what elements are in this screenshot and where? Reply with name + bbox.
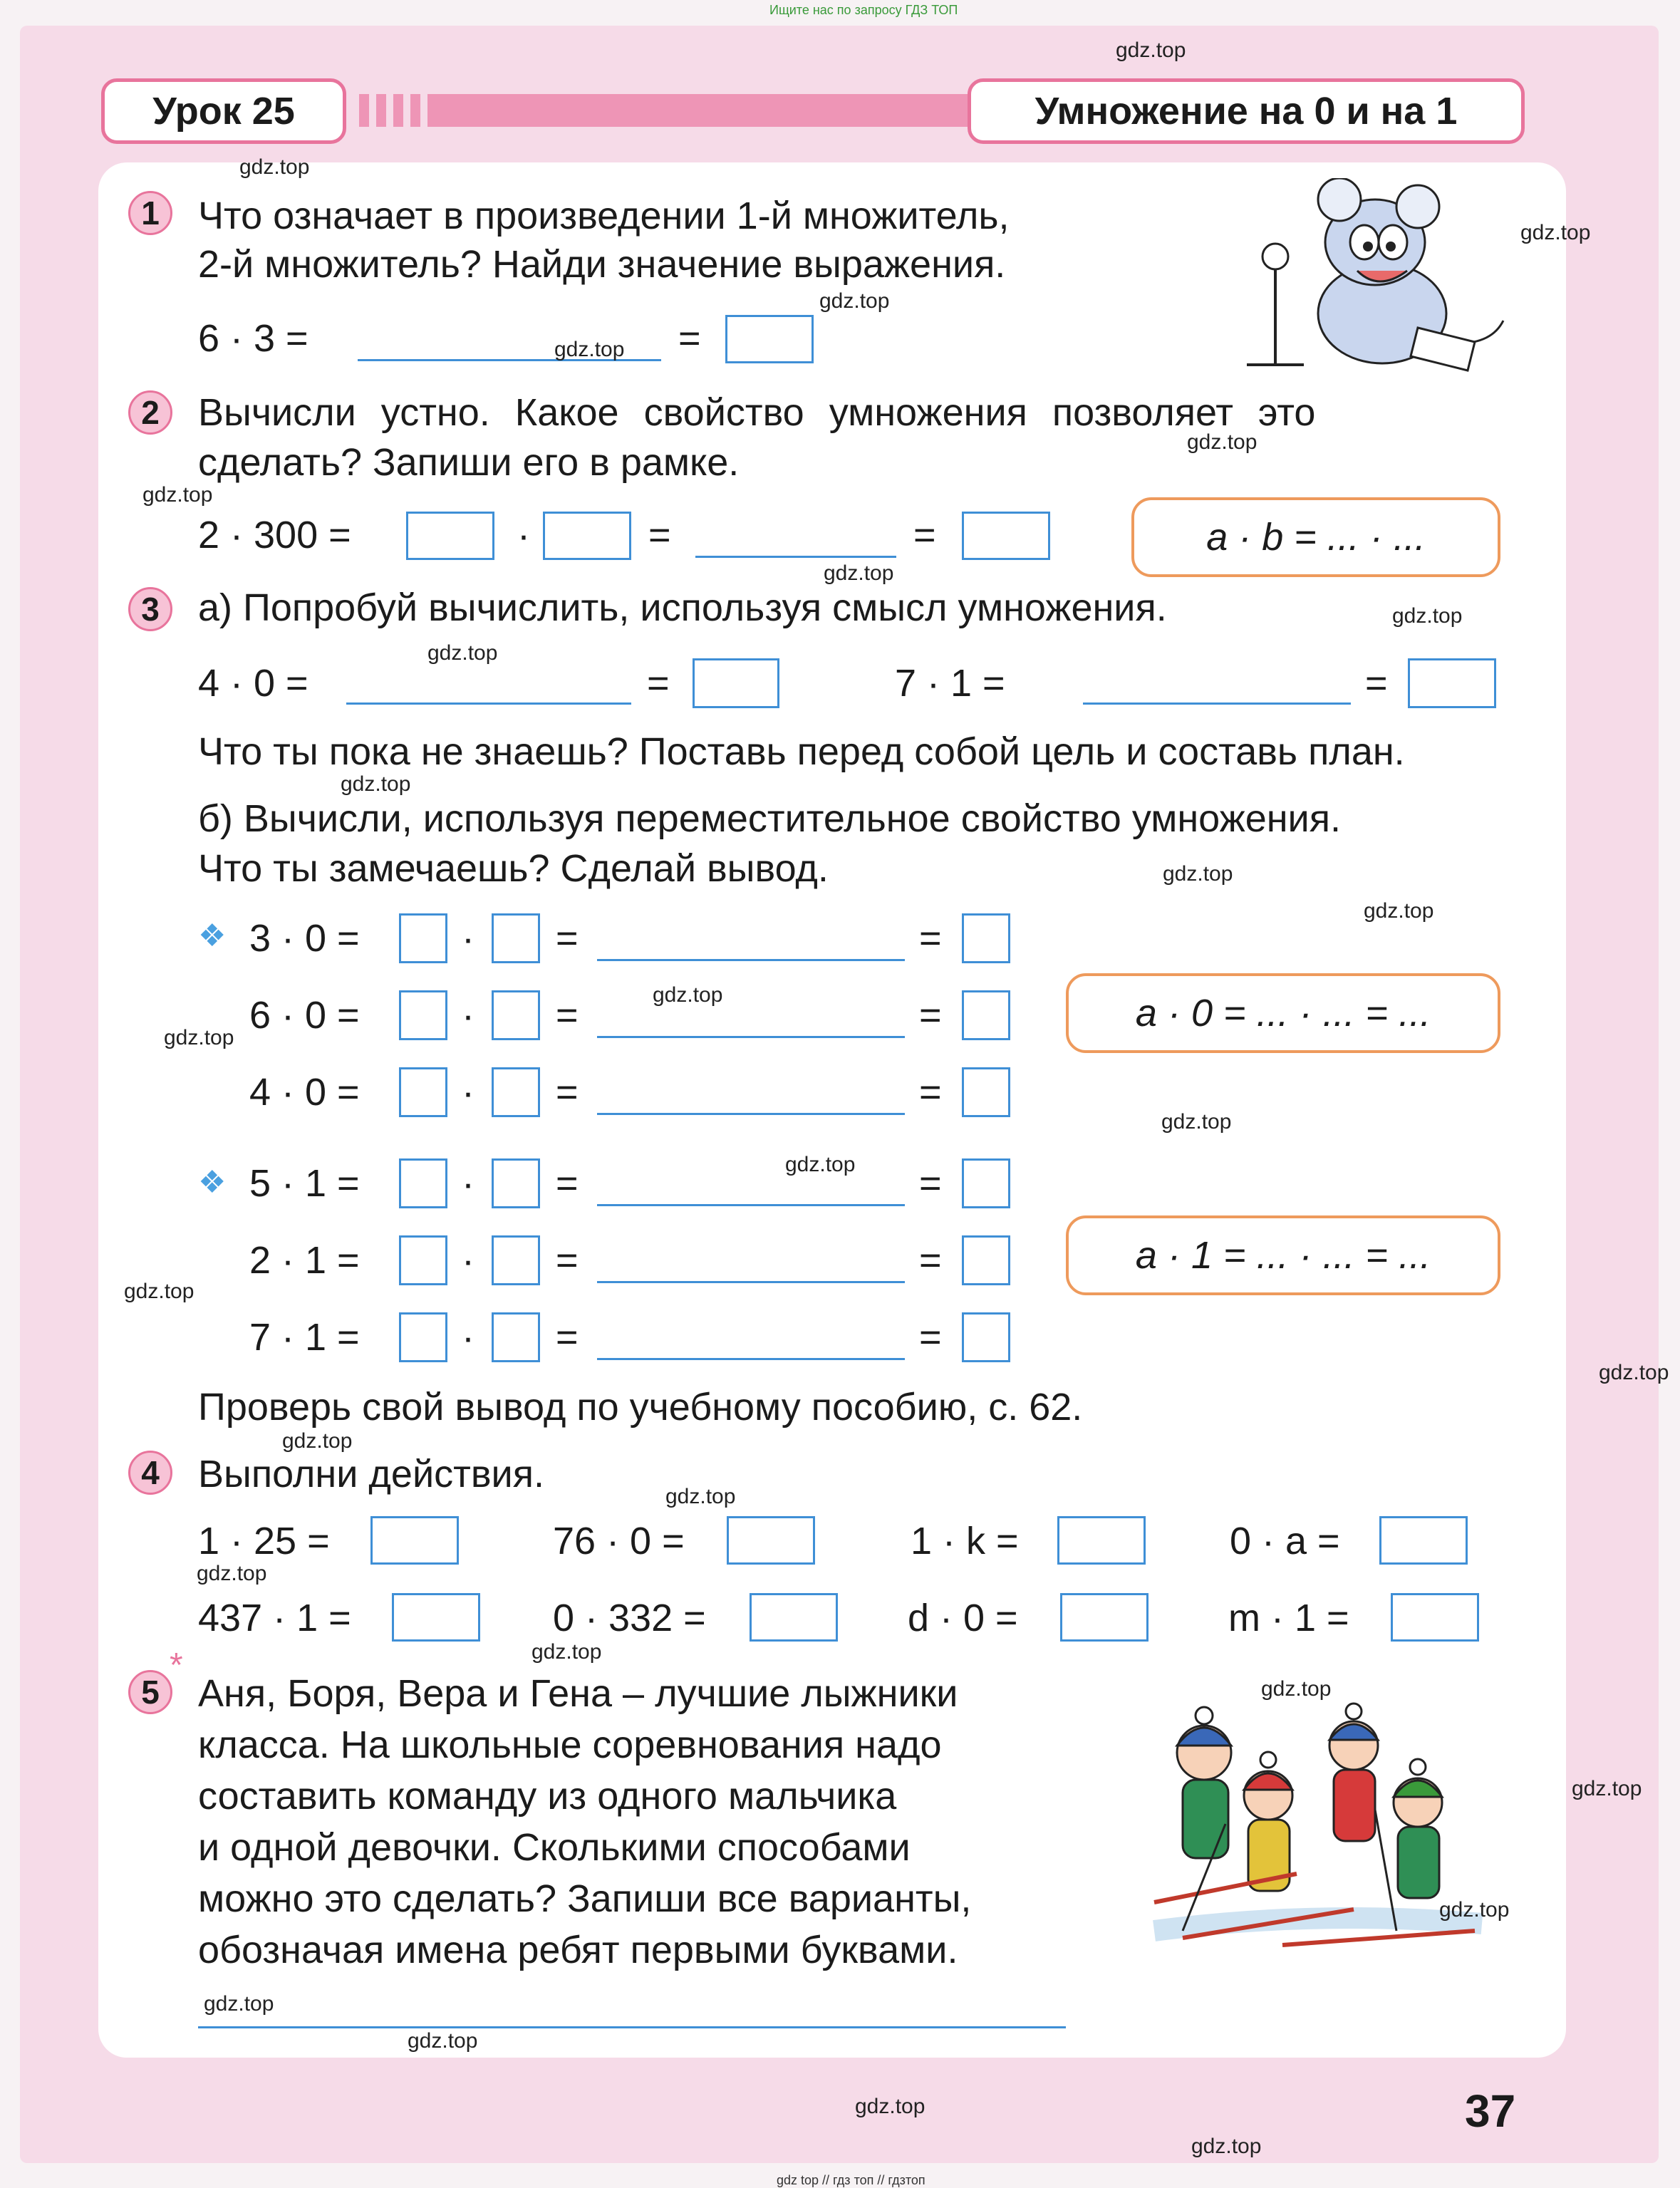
answer-line[interactable] — [597, 1113, 905, 1115]
answer-box[interactable] — [962, 512, 1050, 560]
answer-box[interactable] — [399, 1067, 447, 1117]
task5-line4: и одной девочки. Сколькими способами — [198, 1826, 911, 1869]
watermark-text: gdz.top — [124, 1280, 195, 1303]
equals-sign: = — [1365, 662, 1388, 705]
answer-box[interactable] — [1408, 658, 1496, 708]
answer-box[interactable] — [492, 1235, 540, 1285]
watermark-text: gdz.top — [1439, 1898, 1510, 1922]
task5-line5: можно это сделать? Запиши все варианты, — [198, 1877, 972, 1920]
answer-box[interactable] — [1379, 1516, 1468, 1565]
answer-box[interactable] — [492, 990, 540, 1040]
answer-box[interactable] — [1060, 1593, 1148, 1642]
answer-box[interactable] — [492, 1067, 540, 1117]
task5-line6: обозначая имена ребят первыми буквами. — [198, 1929, 958, 1971]
answer-line[interactable] — [597, 1281, 905, 1283]
task2-line2: сделать? Запиши его в рамке. — [198, 441, 740, 484]
answer-box[interactable] — [750, 1593, 838, 1642]
watermark-text: gdz.top — [164, 1026, 234, 1049]
answer-box[interactable] — [492, 1158, 540, 1208]
bottom-watermark: gdz top // гдз топ // гдзтоп — [777, 2173, 925, 2187]
task3b-line1: б) Вычисли, используя переместительное свойство умножения. — [198, 797, 1341, 840]
header-stripe — [393, 94, 403, 127]
answer-line[interactable] — [1083, 702, 1351, 705]
task4-r1-expression-1: 1 · 25 = — [198, 1520, 330, 1562]
lesson-badge: Урок 25 — [101, 78, 346, 144]
answer-box[interactable] — [406, 512, 494, 560]
skiers-illustration — [1140, 1696, 1496, 1966]
equals-sign: = — [556, 1316, 579, 1359]
group1-expression-2: 6 · 0 = — [249, 994, 360, 1037]
watermark-text: gdz.top — [1161, 1110, 1232, 1134]
answer-box[interactable] — [399, 990, 447, 1040]
task4-r2-expression-1: 437 · 1 = — [198, 1597, 351, 1639]
task3-check: Проверь свой вывод по учебному пособию, с. 62. — [198, 1386, 1083, 1429]
answer-line[interactable] — [597, 959, 905, 961]
header-stripe — [410, 94, 420, 127]
answer-box[interactable] — [492, 913, 540, 963]
task4-r1-expression-2: 76 · 0 = — [553, 1520, 685, 1562]
equals-sign: = — [913, 514, 936, 556]
answer-line[interactable] — [346, 702, 631, 705]
watermark-text: gdz.top — [282, 1429, 353, 1453]
watermark-text: gdz.top — [785, 1153, 856, 1176]
diamond-bullet-icon: ❖ — [198, 918, 227, 953]
answer-box[interactable] — [492, 1312, 540, 1362]
group1-expression-3: 4 · 0 = — [249, 1071, 360, 1114]
watermark-text: gdz.top — [1364, 899, 1434, 923]
watermark-text: gdz.top — [532, 1640, 602, 1664]
lesson-topic: Умножение на 0 и на 1 — [968, 78, 1525, 144]
equals-sign: = — [919, 917, 942, 960]
property-frame[interactable]: a · b = ... · ... — [1131, 497, 1500, 577]
task1-line2: 2-й множитель? Найди значение выражения. — [198, 243, 1006, 286]
task5-line1: Аня, Боря, Вера и Гена – лучшие лыжники — [198, 1672, 958, 1715]
task3a-text: а) Попробуй вычислить, используя смысл умножения. — [198, 586, 1167, 629]
task1-line1: Что означает в произведении 1-й множитель, — [198, 195, 1010, 237]
answer-box[interactable] — [962, 1067, 1010, 1117]
answer-box[interactable] — [962, 913, 1010, 963]
mouse-microphone-illustration — [1204, 178, 1525, 378]
equals-sign: = — [919, 994, 942, 1037]
answer-line[interactable] — [198, 2026, 1066, 2028]
task4-r1-expression-4: 0 · a = — [1230, 1520, 1340, 1562]
header-stripe — [359, 94, 369, 127]
group2-expression-3: 7 · 1 = — [249, 1316, 360, 1359]
task-number-2: 2 — [128, 390, 172, 435]
task-number-1: 1 — [128, 191, 172, 235]
watermark-text: gdz.top — [819, 289, 890, 313]
equals-sign: = — [919, 1316, 942, 1359]
task3b-line2: Что ты замечаешь? Сделай вывод. — [198, 847, 829, 890]
watermark-text: gdz.top — [1392, 604, 1463, 628]
equals-sign: = — [556, 917, 579, 960]
dot-sign: · — [462, 994, 475, 1037]
task2-expression: 2 · 300 = — [198, 514, 351, 556]
answer-box[interactable] — [962, 1312, 1010, 1362]
watermark-text: gdz.top — [1116, 38, 1186, 62]
watermark-text: gdz.top — [1261, 1677, 1332, 1701]
task3a-expression-2: 7 · 1 = — [895, 662, 1005, 705]
task2-line1: Вычисли устно. Какое свойство умножения позволяет это — [198, 391, 1316, 434]
dot-sign: · — [462, 1316, 475, 1359]
task5-line2: класса. На школьные соревнования надо — [198, 1723, 942, 1766]
task3-plan: Что ты пока не знаешь? Поставь перед собой цель и составь план. — [198, 730, 1405, 773]
task-number-4: 4 — [128, 1451, 172, 1495]
equals-sign: = — [647, 662, 670, 705]
answer-box[interactable] — [399, 1312, 447, 1362]
task4-r2-expression-2: 0 · 332 = — [553, 1597, 706, 1639]
dot-sign: · — [462, 917, 475, 960]
equals-sign: = — [919, 1239, 942, 1282]
answer-box[interactable] — [962, 1235, 1010, 1285]
answer-box[interactable] — [392, 1593, 480, 1642]
star-marker-icon: * — [170, 1647, 183, 1684]
watermark-text: gdz.top — [1187, 430, 1258, 454]
header-stripe — [376, 94, 386, 127]
dot-sign: · — [517, 514, 530, 556]
watermark-text: gdz.top — [824, 561, 894, 585]
diamond-bullet-icon: ❖ — [198, 1165, 227, 1200]
dot-sign: · — [462, 1071, 475, 1114]
answer-box[interactable] — [399, 1235, 447, 1285]
answer-box[interactable] — [543, 512, 631, 560]
answer-box[interactable] — [399, 1158, 447, 1208]
task3a-expression-1: 4 · 0 = — [198, 662, 308, 705]
watermark-text: gdz.top — [239, 155, 310, 179]
watermark-text: gdz.top — [1520, 221, 1591, 244]
task5-line3: составить команду из одного мальчика — [198, 1775, 897, 1818]
answer-box[interactable] — [370, 1516, 459, 1565]
watermark-text: gdz.top — [408, 2029, 478, 2053]
task4-title: Выполни действия. — [198, 1453, 544, 1495]
rule-frame-zero[interactable]: a · 0 = ... · ... = ... — [1066, 973, 1500, 1053]
page-number: 37 — [1465, 2085, 1516, 2137]
answer-line[interactable] — [695, 556, 896, 558]
dot-sign: · — [462, 1239, 475, 1282]
top-watermark: Ищите нас по запросу ГДЗ ТОП — [769, 3, 958, 17]
answer-box[interactable] — [962, 1158, 1010, 1208]
answer-box[interactable] — [693, 658, 779, 708]
group2-expression-2: 2 · 1 = — [249, 1239, 360, 1282]
task-number-3: 3 — [128, 587, 172, 631]
group2-expression-1: 5 · 1 = — [249, 1162, 360, 1205]
task4-r2-expression-4: m · 1 = — [1228, 1597, 1349, 1639]
equals-sign: = — [556, 1239, 579, 1282]
equals-sign: = — [556, 1162, 579, 1205]
equals-sign: = — [678, 317, 701, 360]
watermark-text: gdz.top — [665, 1485, 736, 1508]
answer-box[interactable] — [727, 1516, 815, 1565]
watermark-text: gdz.top — [1191, 2135, 1262, 2158]
watermark-text: gdz.top — [1599, 1361, 1669, 1384]
equals-sign: = — [919, 1071, 942, 1114]
watermark-text: gdz.top — [341, 772, 411, 796]
answer-line[interactable] — [597, 1036, 905, 1038]
task1-expression: 6 · 3 = — [198, 317, 308, 360]
watermark-text: gdz.top — [653, 983, 723, 1007]
group1-expression-1: 3 · 0 = — [249, 917, 360, 960]
watermark-text: gdz.top — [554, 338, 625, 361]
equals-sign: = — [556, 1071, 579, 1114]
task4-r1-expression-3: 1 · k = — [911, 1520, 1019, 1562]
answer-box[interactable] — [1057, 1516, 1146, 1565]
task4-r2-expression-3: d · 0 = — [908, 1597, 1018, 1639]
equals-sign: = — [919, 1162, 942, 1205]
watermark-text: gdz.top — [1572, 1777, 1642, 1800]
watermark-text: gdz.top — [1163, 862, 1233, 886]
answer-line[interactable] — [597, 1358, 905, 1360]
rule-frame-one[interactable]: a · 1 = ... · ... = ... — [1066, 1215, 1500, 1295]
equals-sign: = — [556, 994, 579, 1037]
task-number-5: 5 — [128, 1670, 172, 1714]
watermark-text: gdz.top — [142, 483, 213, 507]
answer-box[interactable] — [962, 990, 1010, 1040]
watermark-text: gdz.top — [204, 1992, 274, 2016]
answer-box[interactable] — [725, 315, 814, 363]
watermark-text: gdz.top — [197, 1562, 267, 1585]
header-band — [427, 94, 969, 127]
watermark-text: gdz.top — [855, 2095, 925, 2118]
answer-box[interactable] — [399, 913, 447, 963]
answer-box[interactable] — [1391, 1593, 1479, 1642]
answer-line[interactable] — [597, 1204, 905, 1206]
watermark-text: gdz.top — [427, 641, 498, 665]
equals-sign: = — [648, 514, 671, 556]
dot-sign: · — [462, 1162, 475, 1205]
